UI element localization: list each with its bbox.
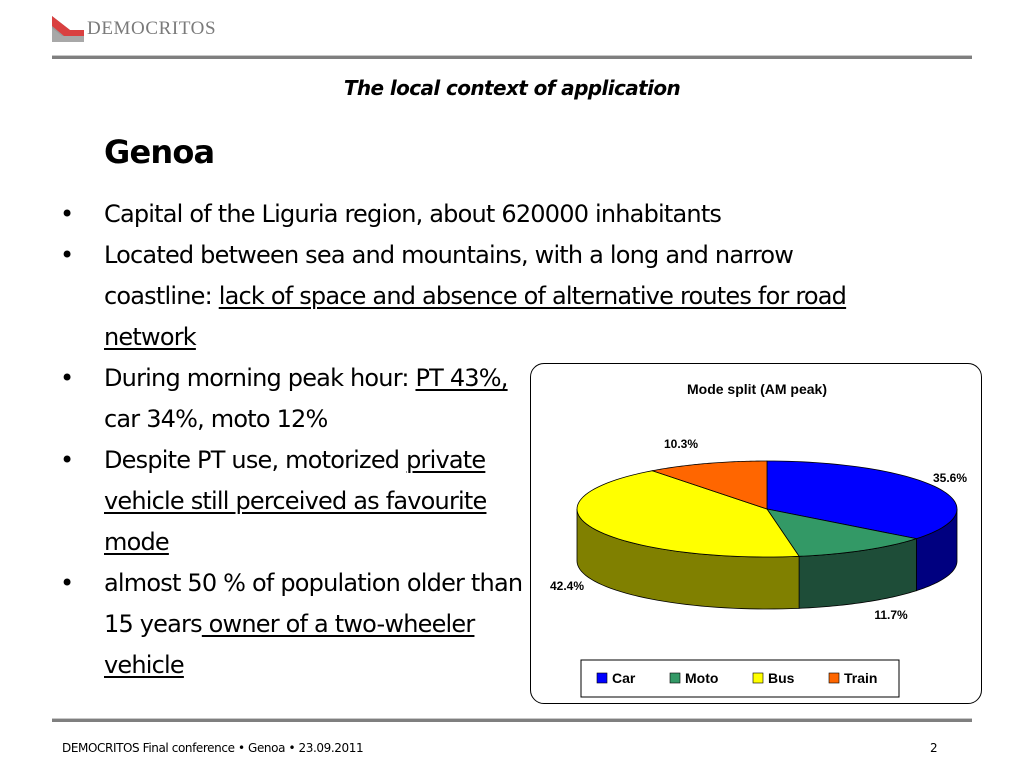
bullet-icon: •: [60, 569, 74, 597]
legend-swatch-bus: [753, 673, 763, 683]
header-divider: [52, 55, 972, 59]
legend-label-car: Car: [612, 670, 636, 686]
bullet-text-underlined: owner of a two-wheeler vehicle: [104, 610, 475, 679]
slide-subtitle: The local context of application: [343, 76, 681, 100]
pie-chart-svg: [531, 364, 983, 705]
footer-text: DEMOCRITOS Final conference • Genoa • 23.09.2011: [62, 741, 364, 755]
bullet-icon: •: [60, 446, 74, 474]
data-label-car: 35.6%: [932, 471, 967, 485]
logo-text: DEMOCRITOS: [87, 18, 217, 39]
bullet-item: [60, 563, 524, 686]
bullet-text-underlined: lack of space and absence of alternative routes for road network: [104, 282, 847, 351]
data-label-moto: 11.7%: [874, 608, 908, 622]
bullet-icon: •: [60, 200, 74, 228]
legend-label-moto: Moto: [685, 670, 719, 686]
democritos-logo: [52, 14, 216, 44]
data-label-train: 10.3%: [663, 437, 699, 451]
legend-label-train: Train: [844, 670, 878, 686]
bullet-text: almost 50 % of population older than 15 years: [104, 569, 523, 638]
bullet-text: Capital of the Liguria region, about 620000 inhabitants: [104, 200, 722, 228]
bullet-text: Located between sea and mountains, with a long and narrow coastline:: [104, 241, 794, 310]
bullet-icon: •: [60, 241, 74, 269]
bullet-item: [60, 194, 924, 235]
data-label-bus: 42.4%: [549, 579, 585, 593]
chart-legend: [581, 660, 899, 697]
bullet-text-underlined: PT 43%,: [415, 364, 508, 392]
bullet-item: [60, 358, 524, 440]
legend-label-bus: Bus: [768, 670, 795, 686]
page-number: 2: [930, 741, 938, 755]
bullet-text: Despite PT use, motorized: [104, 446, 407, 474]
pie-tops: [577, 461, 957, 557]
bullet-icon: •: [60, 364, 74, 392]
footer-divider: [52, 718, 972, 722]
bullet-text: car 34%, moto 12%: [104, 405, 328, 433]
mode-split-chart: [530, 363, 982, 704]
legend-swatch-moto: [670, 673, 680, 683]
bullet-text-underlined: private vehicle still perceived as favourite mode: [104, 446, 487, 556]
chart-title: Mode split (AM peak): [686, 381, 828, 397]
slide-heading: Genoa: [104, 133, 215, 171]
bullet-item: [60, 440, 524, 563]
bullet-text: During morning peak hour:: [104, 364, 416, 392]
logo-mark-icon: [52, 16, 84, 42]
legend-swatch-train: [829, 673, 839, 683]
legend-swatch-car: [597, 673, 607, 683]
bullet-item: [60, 235, 904, 358]
